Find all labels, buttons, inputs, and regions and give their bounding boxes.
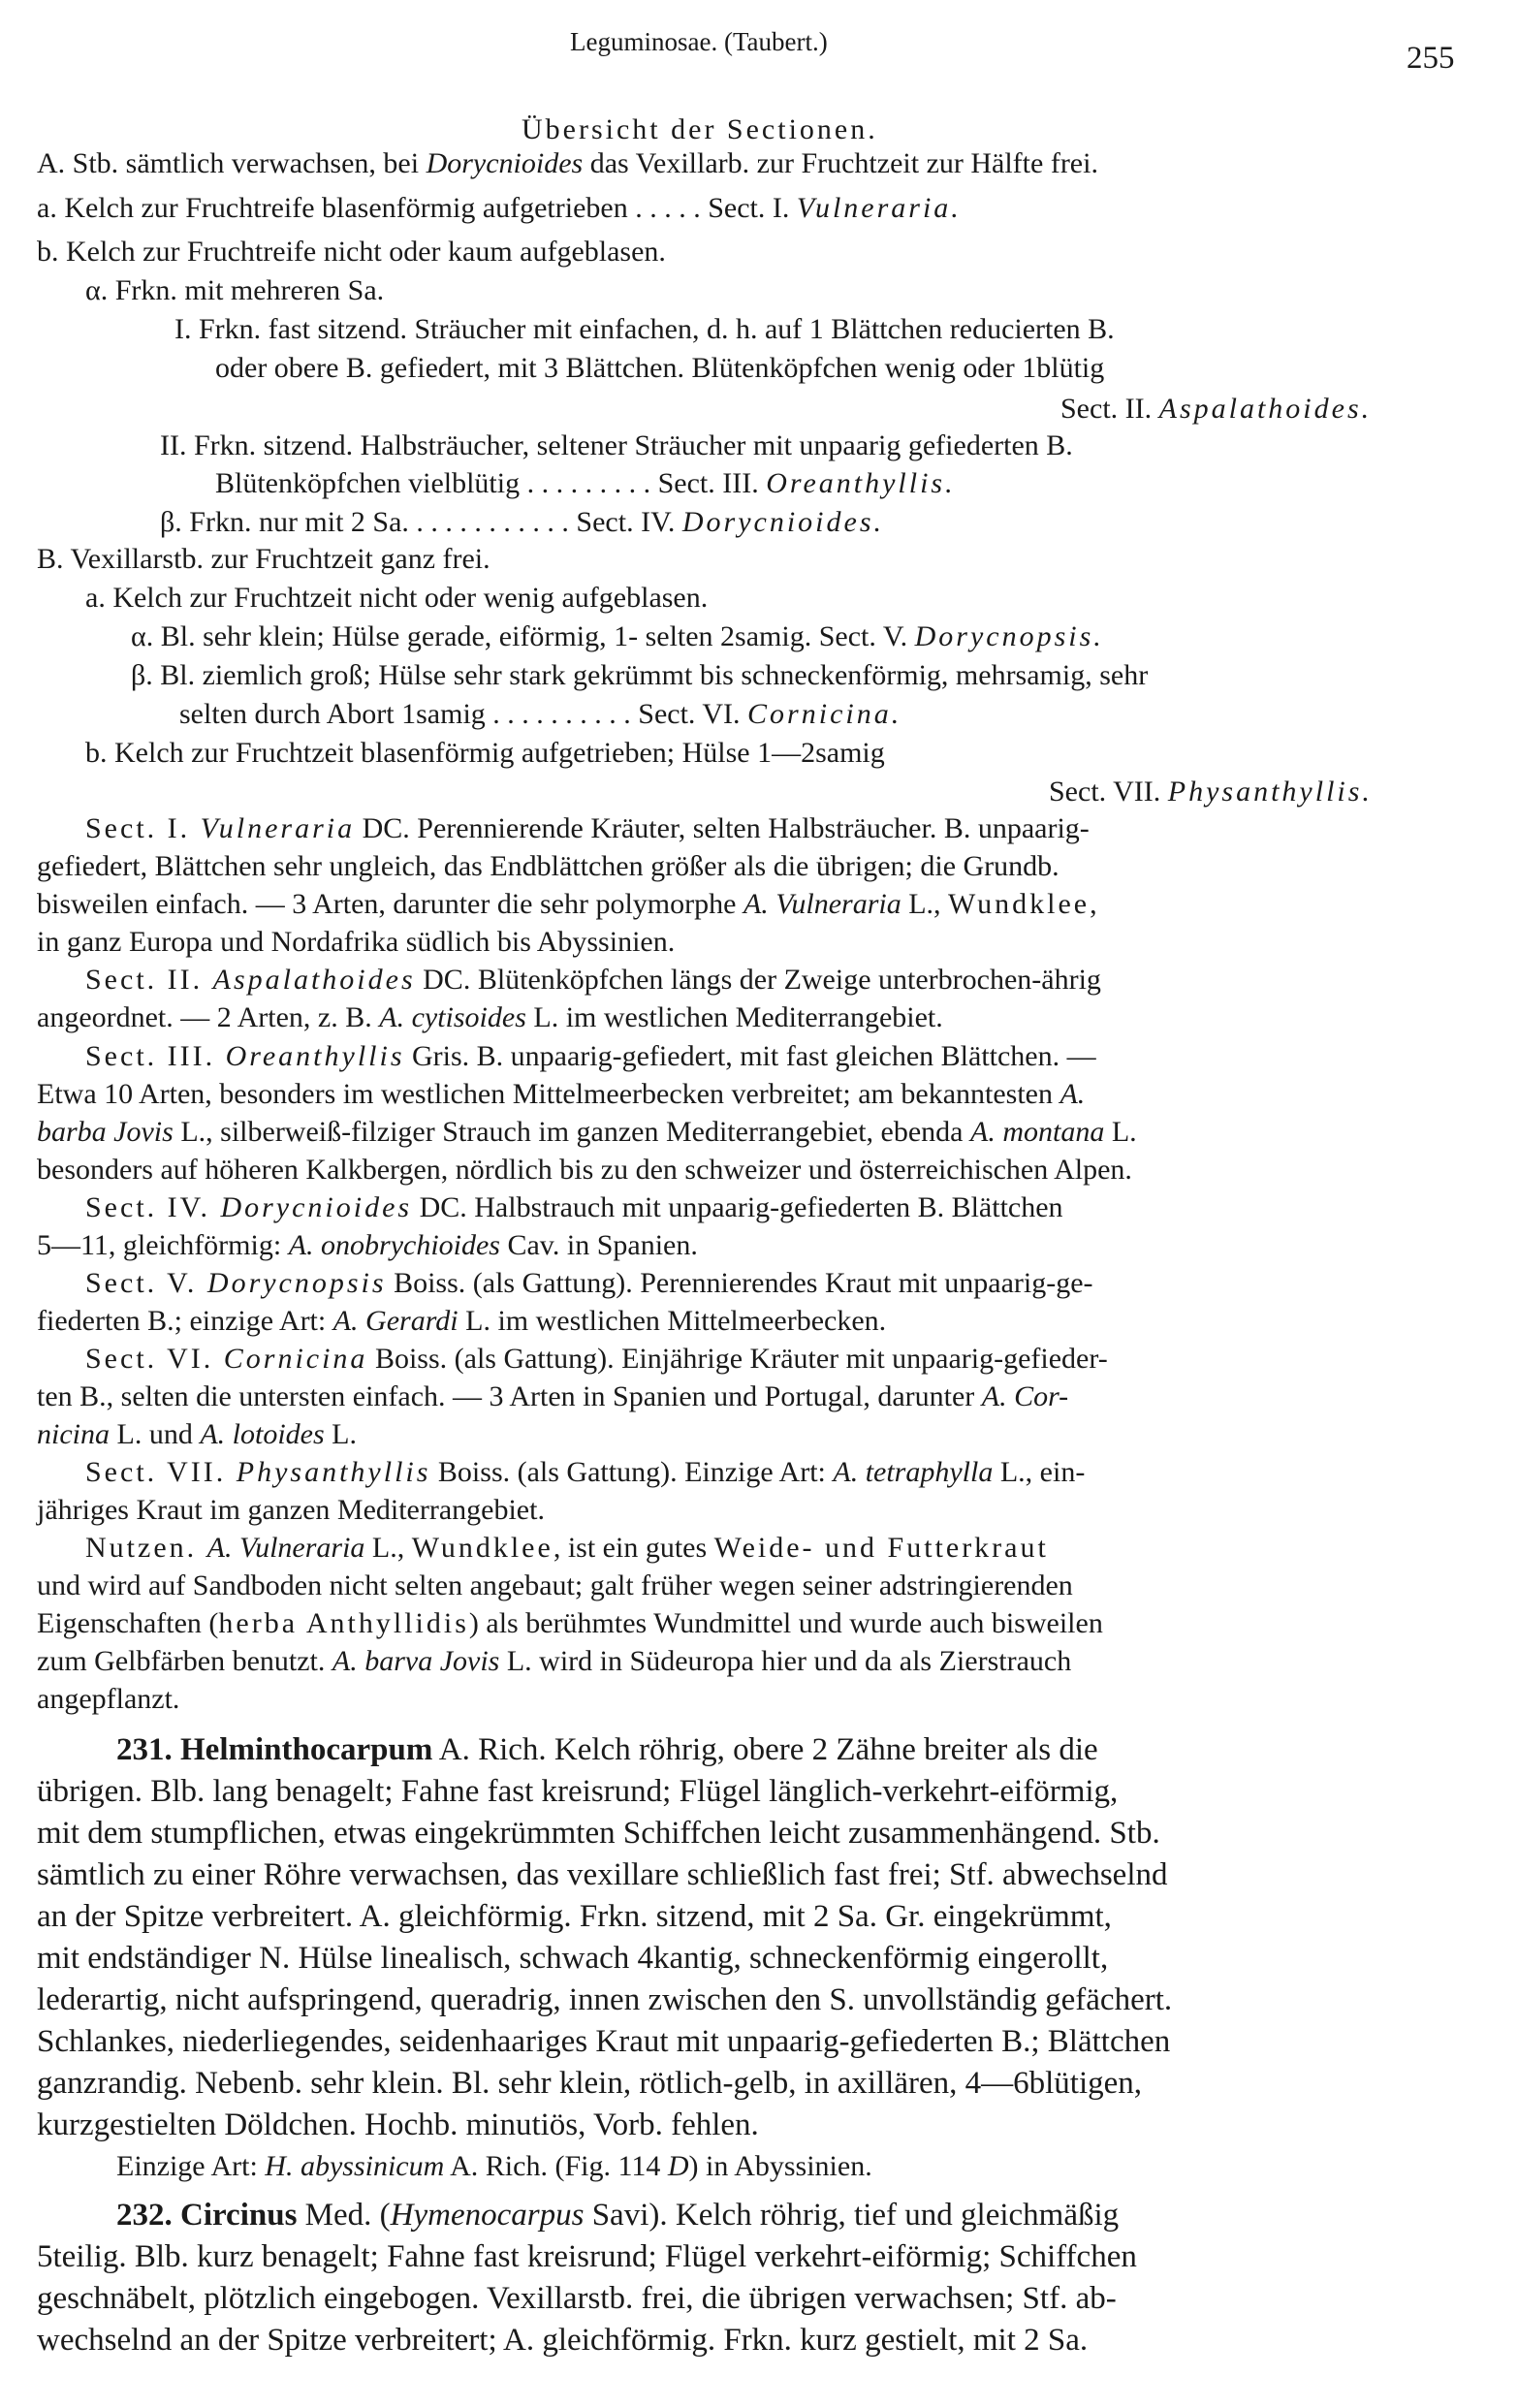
section-line: angepflanzt. [37,1683,180,1715]
genus-line: mit endständiger N. Hülse linealisch, schwach 4kantig, schneckenförmig eingerollt, [37,1941,1109,1976]
genus-line: 5teilig. Blb. kurz benagelt; Fahne fast kreisrund; Flügel verkehrt-eiförmig; Schiffchen [37,2239,1137,2274]
genus-line: übrigen. Blb. lang benagelt; Fahne fast kreisrund; Flügel länglich-verkehrt-eiförmig, [37,1774,1119,1809]
section-line: Nutzen. A. Vulneraria L., Wundklee, ist ein gutes Weide- und Futterkraut [85,1532,1049,1564]
genus-line: 231. Helminthocarpum A. Rich. Kelch röhrig, obere 2 Zähne breiter als die [116,1732,1098,1767]
key-line: a. Kelch zur Fruchtzeit nicht oder wenig aufgeblasen. [85,582,709,614]
key-line: Sect. II. Aspalathoides. [1060,393,1373,425]
section-line: Sect. VII. Physanthyllis Boiss. (als Gattung). Einzige Art: A. tetraphylla L., ein- [85,1456,1086,1488]
section-line: 5—11, gleichförmig: A. onobrychioides Cav. in Spanien. [37,1229,698,1261]
key-line: α. Bl. sehr klein; Hülse gerade, eiförmig, 1- selten 2samig. Sect. V. Dorycnopsis. [131,620,1104,652]
section-line: bisweilen einfach. — 3 Arten, darunter die sehr polymorphe A. Vulneraria L., Wundklee, [37,888,1097,920]
section-line: nicina L. und A. lotoides L. [37,1418,357,1450]
key-line: a. Kelch zur Fruchtreife blasenförmig aufgetrieben . . . . . Sect. I. Vulneraria. [37,192,962,224]
page-header [0,27,1518,85]
section-line: ten B., selten die untersten einfach. — 3 Arten in Spanien und Portugal, darunter A. Cor- [37,1380,1069,1412]
key-line: A. Stb. sämtlich verwachsen, bei Dorycnioides das Vexillarb. zur Fruchtzeit zur Hälfte frei. [37,147,1098,179]
key-line: oder obere B. gefiedert, mit 3 Blättchen. Blütenköpfchen wenig oder 1blütig [215,352,1105,384]
section-line: und wird auf Sandboden nicht selten angebaut; galt früher wegen seiner adstringierenden [37,1569,1073,1601]
genus-line: ganzrandig. Nebenb. sehr klein. Bl. sehr klein, rötlich-gelb, in axillären, 4—6blütigen, [37,2066,1143,2101]
genus-line: Einzige Art: H. abyssinicum A. Rich. (Fig. 114 D) in Abyssinien. [116,2150,872,2182]
key-line: Blütenköpfchen vielblütig . . . . . . . . . Sect. III. Oreanthyllis. [215,467,956,499]
section-line: barba Jovis L., silberweiß-filziger Strauch im ganzen Mediterrangebiet, ebenda A. montana L. [37,1116,1137,1148]
key-line: β. Frkn. nur mit 2 Sa. . . . . . . . . . . . Sect. IV. Dorycnioides. [160,506,885,538]
section-line: jähriges Kraut im ganzen Mediterrangebiet. [37,1494,545,1526]
section-line: besonders auf höheren Kalkbergen, nördlich bis zu den schweizer und österreichischen Alpen. [37,1154,1132,1186]
genus-line: lederartig, nicht aufspringend, queradrig, innen zwischen den S. unvollständig gefächert. [37,1982,1173,2017]
key-line: α. Frkn. mit mehreren Sa. [85,274,385,306]
genus-line: mit dem stumpflichen, etwas eingekrümmten Schiffchen leicht zusammenhängend. Stb. [37,1816,1160,1851]
key-line: I. Frkn. fast sitzend. Sträucher mit einfachen, d. h. auf 1 Blättchen reducierten B. [174,313,1115,345]
section-line: Sect. IV. Dorycnioides DC. Halbstrauch mit unpaarig-gefiederten B. Blättchen [85,1191,1063,1223]
key-line: II. Frkn. sitzend. Halbsträucher, seltener Sträucher mit unpaarig gefiederten B. [160,429,1073,461]
genus-line: an der Spitze verbreitert. A. gleichförmig. Frkn. sitzend, mit 2 Sa. Gr. eingekrümmt, [37,1899,1112,1934]
section-line: in ganz Europa und Nordafrika südlich bis Abyssinien. [37,926,676,958]
genus-line: kurzgestielten Döldchen. Hochb. minutiös, Vorb. fehlen. [37,2107,759,2142]
genus-line: 232. Circinus Med. (Hymenocarpus Savi). Kelch röhrig, tief und gleichmäßig [116,2198,1120,2233]
key-line: Sect. VII. Physanthyllis. [1049,776,1373,808]
running-title: Leguminosae. (Taubert.) [570,27,828,56]
key-line: b. Kelch zur Fruchtzeit blasenförmig aufgetrieben; Hülse 1—2samig [85,737,885,769]
section-line: Sect. II. Aspalathoides DC. Blütenköpfchen längs der Zweige unterbrochen-ährig [85,964,1101,996]
genus-line: geschnäbelt, plötzlich eingebogen. Vexillarstb. frei, die übrigen verwachsen; Stf. ab- [37,2281,1117,2316]
section-line: gefiedert, Blättchen sehr ungleich, das Endblättchen größer als die übrigen; die Grundb. [37,850,1059,882]
genus-line: Schlankes, niederliegendes, seidenhaariges Kraut mit unpaarig-gefiederten B.; Blättchen [37,2024,1171,2059]
section-line: Etwa 10 Arten, besonders im westlichen Mittelmeerbecken verbreitet; am bekanntesten A. [37,1078,1086,1110]
section-line: Eigenschaften (herba Anthyllidis) als berühmtes Wundmittel und wurde auch bisweilen [37,1607,1103,1639]
key-line: β. Bl. ziemlich groß; Hülse sehr stark gekrümmt bis schneckenförmig, mehrsamig, sehr [131,659,1149,691]
key-line: selten durch Abort 1samig . . . . . . . . . . Sect. VI. Cornicina. [179,698,902,730]
genus-line: wechselnd an der Spitze verbreitert; A. gleichförmig. Frkn. kurz gestielt, mit 2 Sa. [37,2323,1089,2358]
section-line: Sect. I. Vulneraria DC. Perennierende Kräuter, selten Halbsträucher. B. unpaarig- [85,812,1090,844]
section-line: fiederten B.; einzige Art: A. Gerardi L. im westlichen Mittelmeerbecken. [37,1305,887,1337]
section-line: angeordnet. — 2 Arten, z. B. A. cytisoides L. im westlichen Mediterrangebiet. [37,1001,943,1033]
key-line: b. Kelch zur Fruchtreife nicht oder kaum aufgeblasen. [37,236,666,268]
overview-heading: Übersicht der Sectionen. [522,113,878,145]
section-line: Sect. V. Dorycnopsis Boiss. (als Gattung). Perennierendes Kraut mit unpaarig-ge- [85,1267,1093,1299]
section-line: Sect. III. Oreanthyllis Gris. B. unpaarig-gefiedert, mit fast gleichen Blättchen. — [85,1040,1096,1072]
section-line: Sect. VI. Cornicina Boiss. (als Gattung). Einjährige Kräuter mit unpaarig-gefieder- [85,1343,1108,1375]
page-number: 255 [1407,41,1455,76]
genus-line: sämtlich zu einer Röhre verwachsen, das vexillare schließlich fast frei; Stf. abwechselnd [37,1857,1168,1892]
section-line: zum Gelbfärben benutzt. A. barva Jovis L. wird in Südeuropa hier und da als Zierstrauch [37,1645,1072,1677]
key-line: B. Vexillarstb. zur Fruchtzeit ganz frei. [37,543,490,575]
